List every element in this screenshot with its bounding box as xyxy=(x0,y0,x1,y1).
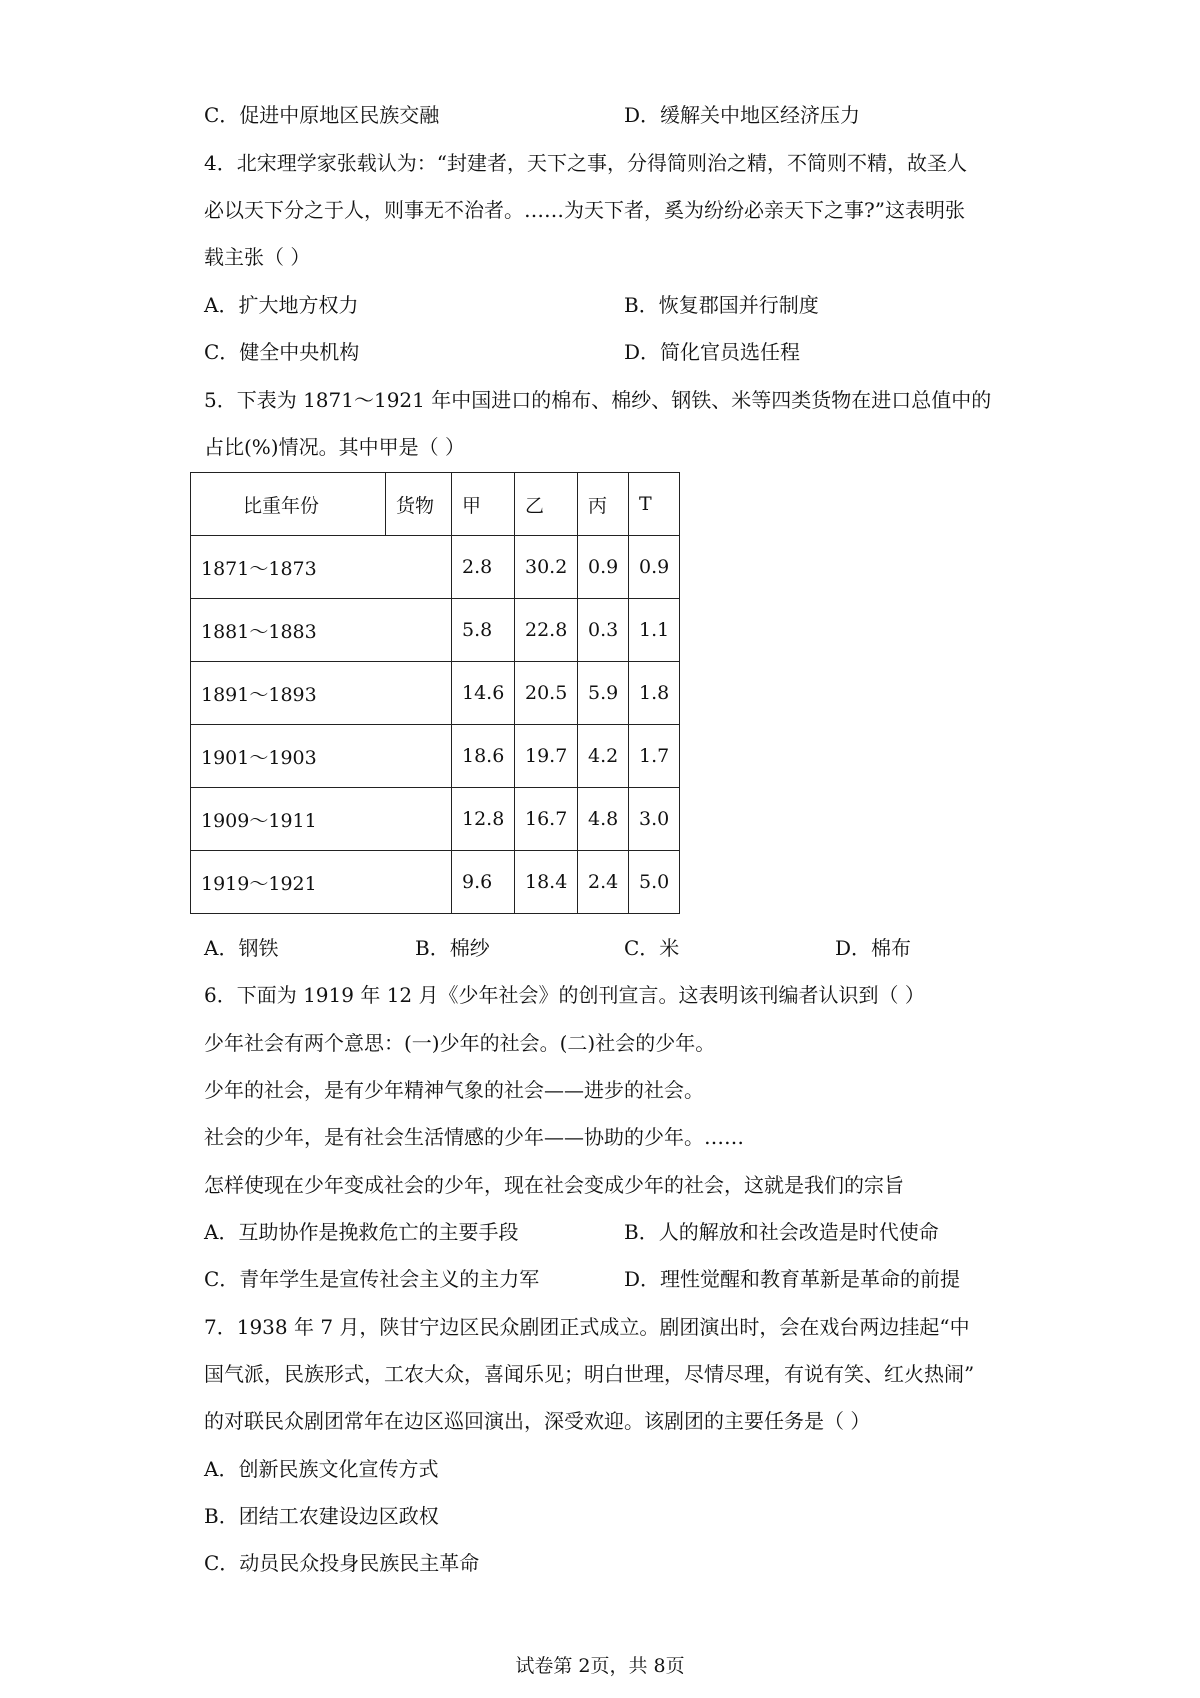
q6-quote-line-4: 怎样使现在少年变成社会的少年，现在社会变成少年的社会，这就是我们的宗旨 xyxy=(204,1173,904,1197)
value-cell: 9.6 xyxy=(452,851,515,914)
value-cell: 5.8 xyxy=(452,599,515,662)
q5-stem-line-2: 占比(%)情况。其中甲是（ ） xyxy=(204,435,465,459)
value-cell: 30.2 xyxy=(515,536,578,599)
q4-option-d: D．简化官员选任程 xyxy=(624,340,801,364)
year-cell: 1891～1893 xyxy=(191,662,452,725)
header-cell-goods: 货物 xyxy=(386,473,452,536)
q4-option-b: B．恢复郡国并行制度 xyxy=(624,293,819,317)
q6-option-c: C．青年学生是宣传社会主义的主力军 xyxy=(204,1267,540,1291)
value-cell: 4.2 xyxy=(578,725,629,788)
q6-option-b: B．人的解放和社会改造是时代使命 xyxy=(624,1220,939,1244)
q7-stem-line-3: 的对联民众剧团常年在边区巡回演出，深受欢迎。该剧团的主要任务是（ ） xyxy=(204,1409,871,1433)
value-cell: 19.7 xyxy=(515,725,578,788)
header-cell-bing: 丙 xyxy=(578,473,629,536)
header-cell-year: 比重年份 xyxy=(191,473,386,536)
q5-option-a: A．钢铁 xyxy=(204,936,279,960)
q7-stem-line-2: 国气派，民族形式，工农大众，喜闻乐见；明白世理，尽情尽理，有说有笑、红火热闹” xyxy=(204,1362,975,1386)
q4-option-a: A．扩大地方权力 xyxy=(204,293,359,317)
value-cell: 0.9 xyxy=(629,536,680,599)
q3-option-d: D．缓解关中地区经济压力 xyxy=(624,103,861,127)
value-cell: 20.5 xyxy=(515,662,578,725)
q4-stem-line-1: 4．北宋理学家张载认为：“封建者，天下之事，分得简则治之精，不简则不精，故圣人 xyxy=(204,151,967,175)
table-row xyxy=(191,725,680,788)
value-cell: 5.9 xyxy=(578,662,629,725)
value-cell: 16.7 xyxy=(515,788,578,851)
q4-stem-line-2: 必以天下分之于人，则事无不治者。……为天下者，奚为纷纷必亲天下之事?”这表明张 xyxy=(204,198,965,222)
value-cell: 22.8 xyxy=(515,599,578,662)
value-cell: 18.6 xyxy=(452,725,515,788)
header-cell-t: T xyxy=(629,473,680,536)
header-cell-yi: 乙 xyxy=(515,473,578,536)
year-cell: 1909～1911 xyxy=(191,788,452,851)
q5-stem-line-1: 5．下表为 1871～1921 年中国进口的棉布、棉纱、钢铁、米等四类货物在进口总值中的 xyxy=(204,388,992,412)
value-cell: 14.6 xyxy=(452,662,515,725)
import-share-table xyxy=(190,472,680,914)
value-cell: 12.8 xyxy=(452,788,515,851)
q7-option-c: C．动员民众投身民族民主革命 xyxy=(204,1551,480,1575)
year-cell: 1919～1921 xyxy=(191,851,452,914)
q6-quote-line-2: 少年的社会，是有少年精神气象的社会——进步的社会。 xyxy=(204,1078,704,1102)
table-row xyxy=(191,536,680,599)
year-cell: 1881～1883 xyxy=(191,599,452,662)
value-cell: 0.3 xyxy=(578,599,629,662)
value-cell: 5.0 xyxy=(629,851,680,914)
table-row xyxy=(191,599,680,662)
q6-option-a: A．互助协作是挽救危亡的主要手段 xyxy=(204,1220,519,1244)
q4-stem-line-3: 载主张（ ） xyxy=(204,245,311,269)
q7-option-b: B．团结工农建设边区政权 xyxy=(204,1504,439,1528)
table-row xyxy=(191,788,680,851)
q6-quote-line-1: 少年社会有两个意思：(一)少年的社会。(二)社会的少年。 xyxy=(204,1031,716,1055)
q7-stem-line-1: 7．1938 年 7 月，陕甘宁边区民众剧团正式成立。剧团演出时，会在戏台两边挂起“中 xyxy=(204,1315,970,1339)
value-cell: 2.4 xyxy=(578,851,629,914)
value-cell: 2.8 xyxy=(452,536,515,599)
q5-option-c: C．米 xyxy=(624,936,680,960)
q7-option-a: A．创新民族文化宣传方式 xyxy=(204,1457,439,1481)
table-header-row xyxy=(191,473,680,536)
header-cell-jia: 甲 xyxy=(452,473,515,536)
q5-option-d: D．棉布 xyxy=(835,936,912,960)
value-cell: 4.8 xyxy=(578,788,629,851)
table-row xyxy=(191,662,680,725)
q3-option-c: C．促进中原地区民族交融 xyxy=(204,103,440,127)
year-cell: 1871～1873 xyxy=(191,536,452,599)
value-cell: 3.0 xyxy=(629,788,680,851)
value-cell: 1.1 xyxy=(629,599,680,662)
value-cell: 1.7 xyxy=(629,725,680,788)
q4-option-c: C．健全中央机构 xyxy=(204,340,360,364)
q5-option-b: B．棉纱 xyxy=(415,936,490,960)
value-cell: 0.9 xyxy=(578,536,629,599)
q6-option-d: D．理性觉醒和教育革新是革命的前提 xyxy=(624,1267,961,1291)
q6-stem: 6．下面为 1919 年 12 月《少年社会》的创刊宣言。这表明该刊编者认识到（ ） xyxy=(204,983,925,1007)
q6-quote-line-3: 社会的少年，是有社会生活情感的少年——协助的少年。…… xyxy=(204,1125,744,1149)
page-footer: 试卷第 2页，共 8页 xyxy=(515,1655,685,1677)
value-cell: 1.8 xyxy=(629,662,680,725)
value-cell: 18.4 xyxy=(515,851,578,914)
year-cell: 1901～1903 xyxy=(191,725,452,788)
table-row xyxy=(191,851,680,914)
